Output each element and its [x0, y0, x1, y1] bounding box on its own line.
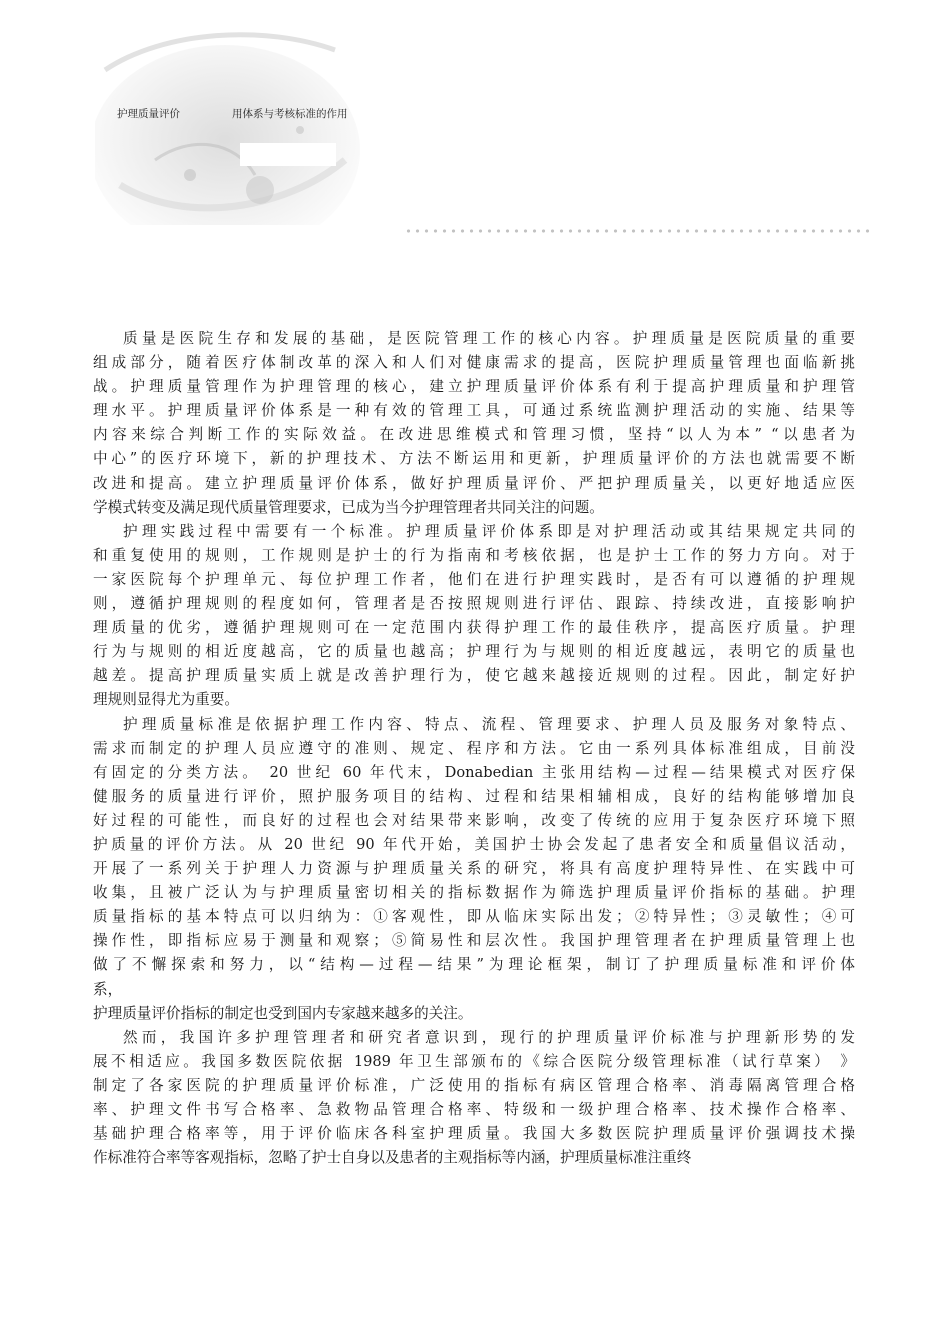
paragraph-line: 好过程的可能性，而良好的过程也会对结果带来影响，改变了传统的应用于复杂医疗环境下照	[93, 811, 855, 829]
paragraph	[93, 520, 855, 713]
paragraph-line: 理质量的优劣，遵循护理规则可在一定范围内获得护理工作的最佳秩序，提高医疗质量。护理	[93, 619, 855, 637]
paragraph-line: 收集，且被广泛认为与护理质量密切相关的指标数据作为筛选护理质量评价指标的基础。护理	[93, 884, 855, 902]
paragraph-line: 组成部分，随着医疗体制改革的深入和人们对健康需求的提高，医院护理质量管理也面临新挑	[93, 354, 855, 372]
paragraph-line: 需求而制定的护理人员应遵守的准则、规定、程序和方法。它由一系列具体标准组成，目前没	[93, 739, 855, 757]
paragraph-line: 战。护理质量管理作为护理管理的核心，建立护理质量评价体系有利于提高护理质量和护理管	[93, 378, 855, 396]
paragraph-line: 和重复使用的规则，工作规则是护士的行为指南和考核依据，也是护士工作的努力方向。对于	[93, 546, 855, 564]
paragraph-line: 越差。提高护理质量实质上就是改善护理行为，使它越来越接近规则的过程。因此，制定好护	[93, 667, 855, 685]
paragraph-line: 制定了各家医院的护理质量评价标准，广泛使用的指标有病区管理合格率、消毒隔离管理合格	[93, 1076, 855, 1094]
paragraph-line: 理水平。护理质量评价体系是一种有效的管理工具，可通过系统监测护理活动的实施、结果等	[93, 402, 855, 420]
paragraph-line: 开展了一系列关于护理人力资源与护理质量关系的研究，将具有高度护理特异性、在实践中可	[93, 860, 855, 878]
paragraph-line: 作标准符合率等客观指标，忽略了护士自身以及患者的主观指标等内涵，护理质量标准注重终	[93, 1149, 692, 1167]
paragraph-line: 中心”的医疗环境下，新的护理技术、方法不断运用和更新，护理质量评价的方法也就需要不断	[93, 450, 855, 468]
paragraph-line: 护理质量标准是依据护理工作内容、特点、流程、管理要求、护理人员及服务对象特点、	[123, 715, 855, 733]
paragraph-line: 改进和提高。建立护理质量评价体系，做好护理质量评价、严把护理质量关，以更好地适应医	[93, 474, 855, 492]
paragraph-line: 则，遵循护理规则的程度如何，管理者是否按照规则进行评估、跟踪、持续改进，直接影响护	[93, 595, 855, 613]
paragraph-line: 系，	[93, 980, 123, 998]
paragraph-line: 护理质量评价指标的制定也受到国内专家越来越多的关注。	[93, 1004, 473, 1022]
paragraph-line: 护理实践过程中需要有一个标准。护理质量评价体系即是对护理活动或其结果规定共同的	[123, 522, 855, 540]
paragraph-line: 护质量的评价方法。从 20 世纪 90 年代开始，美国护士协会发起了患者安全和质量倡议活动，	[93, 835, 855, 853]
paragraph-line: 行为与规则的相近度越高，它的质量也越高；护理行为与规则的相近度越远，表明它的质量也	[93, 643, 855, 661]
paragraph	[93, 327, 855, 520]
paragraph-line: 理规则显得尤为重要。	[93, 691, 239, 709]
paragraph-line: 做了不懈探索和努力，以“结构—过程—结果”为理论框架，制订了护理质量标准和评价体	[93, 956, 855, 974]
paragraph-line: 率、护理文件书写合格率、急救物品管理合格率、特级和一级护理合格率、技术操作合格率、	[93, 1101, 855, 1118]
body-text	[93, 327, 855, 1170]
paragraph-line: 操作性，即指标应易于测量和观察；⑤简易性和层次性。我国护理管理者在护理质量管理上也	[93, 932, 855, 950]
paragraph-line: 健服务的质量进行评价，照护服务项目的结构、过程和结果相辅相成，良好的结构能够增加良	[93, 787, 855, 805]
header-title-part1: 护理质量评价	[117, 108, 180, 120]
dotted-divider	[404, 228, 874, 234]
header-white-strip	[240, 143, 336, 166]
paragraph-line: 质量指标的基本特点可以归纳为：①客观性，即从临床实际出发；②特异性；③灵敏性；④可	[93, 908, 855, 926]
paragraph-line: 质量是医院生存和发展的基础，是医院管理工作的核心内容。护理质量是医院质量的重要	[123, 330, 855, 347]
paragraph-line: 展不相适应。我国多数医院依据 1989 年卫生部颁布的《综合医院分级管理标准（试行草案） 》	[93, 1052, 855, 1070]
paragraph-line: 一家医院每个护理单元、每位护理工作者，他们在进行护理实践时，是否有可以遵循的护理规	[93, 570, 855, 588]
paragraph	[93, 1026, 855, 1171]
paragraph-line: 然而，我国许多护理管理者和研究者意识到，现行的护理质量评价标准与护理新形势的发	[123, 1028, 855, 1046]
paragraph-line: 有固定的分类方法。 20 世纪 60 年代末，Donabedian 主张用结构—过程—结果模式对医疗保	[93, 763, 855, 781]
paragraph-line: 内容来综合判断工作的实际效益。在改进思维模式和管理习惯，坚持“以人为本” “以患者为	[93, 426, 855, 444]
paragraph-line: 基础护理合格率等，用于评价临床各科室护理质量。我国大多数医院护理质量评价强调技术操	[93, 1125, 855, 1143]
header-title-part2: 用体系与考核标准的作用	[232, 108, 348, 120]
paragraph	[93, 713, 855, 1026]
paragraph-line: 学模式转变及满足现代质量管理要求，已成为当今护理管理者共同关注的问题。	[93, 498, 604, 516]
